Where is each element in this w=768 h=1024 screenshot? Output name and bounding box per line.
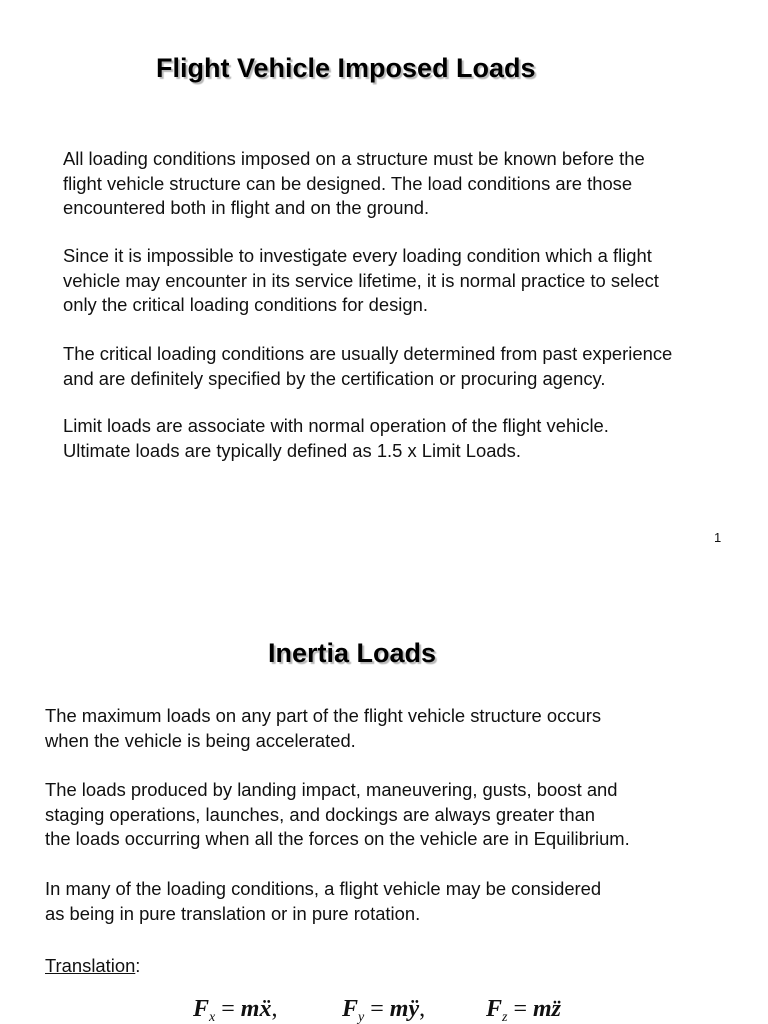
translation-colon: : [135, 955, 141, 976]
equation-separator: , [419, 996, 426, 1022]
equation-fy [342, 996, 425, 1024]
equation-rhs: mẍ [240, 996, 272, 1022]
equation-lhs: F [486, 996, 503, 1022]
paragraph-critical-selection [63, 244, 659, 318]
text-line: vehicle may encounter in its service lifetime, it is normal practice to select [63, 269, 659, 291]
text-line: as being in pure translation or in pure rotation. [45, 902, 421, 924]
text-line: staging operations, launches, and dockings are always greater than [45, 803, 596, 825]
translation-label: Translation [45, 955, 136, 976]
paragraph-maximum-loads [45, 704, 601, 753]
equation-subscript: x [209, 1010, 216, 1024]
text-line: when the vehicle is being accelerated. [45, 729, 356, 751]
page-number: 1 [714, 530, 722, 545]
text-line: Limit loads are associate with normal operation of the flight vehicle. [63, 415, 609, 436]
equation-subscript: z [502, 1010, 508, 1024]
equation-fz [486, 996, 561, 1024]
slide-title: Inertia Loads [268, 638, 437, 668]
slide-title: Flight Vehicle Imposed Loads [156, 53, 536, 83]
text-line: the loads occurring when all the forces on the vehicle are in Equilibrium. [45, 828, 630, 849]
equation-rhs: mÿ [389, 996, 420, 1022]
equation-rhs: mz̈ [533, 996, 562, 1022]
equation-equals: = [507, 996, 534, 1022]
translation-heading [45, 954, 140, 979]
paragraph-loading-conditions [63, 147, 645, 221]
text-line: Since it is impossible to investigate every loading condition which a flight [63, 245, 652, 266]
equation-equals: = [364, 996, 390, 1022]
text-line: only the critical loading conditions for design. [63, 294, 428, 315]
equation-equals: = [215, 996, 241, 1022]
paragraph-translation-rotation [45, 877, 601, 926]
equation-separator: , [271, 996, 278, 1022]
equation-fx [193, 996, 277, 1024]
paragraph-load-sources [45, 778, 630, 852]
equation-lhs: F [342, 996, 359, 1022]
text-line: All loading conditions imposed on a structure must be known before the [63, 148, 645, 169]
text-line: encountered both in flight and on the ground. [63, 197, 430, 218]
text-line: The critical loading conditions are usually determined from past experience [63, 343, 673, 364]
text-line: Ultimate loads are typically defined as 1.5 x Limit Loads. [63, 439, 521, 461]
text-line: flight vehicle structure can be designed. The load conditions are those [63, 172, 633, 194]
text-line: and are definitely specified by the certification or procuring agency. [63, 367, 606, 389]
equation-subscript: y [358, 1010, 365, 1024]
text-line: The loads produced by landing impact, maneuvering, gusts, boost and [45, 779, 618, 800]
text-line: In many of the loading conditions, a flight vehicle may be considered [45, 878, 602, 899]
paragraph-certification [63, 342, 672, 391]
text-line: The maximum loads on any part of the flight vehicle structure occurs [45, 705, 602, 726]
paragraph-limit-loads [63, 414, 609, 463]
equation-lhs: F [193, 996, 210, 1022]
